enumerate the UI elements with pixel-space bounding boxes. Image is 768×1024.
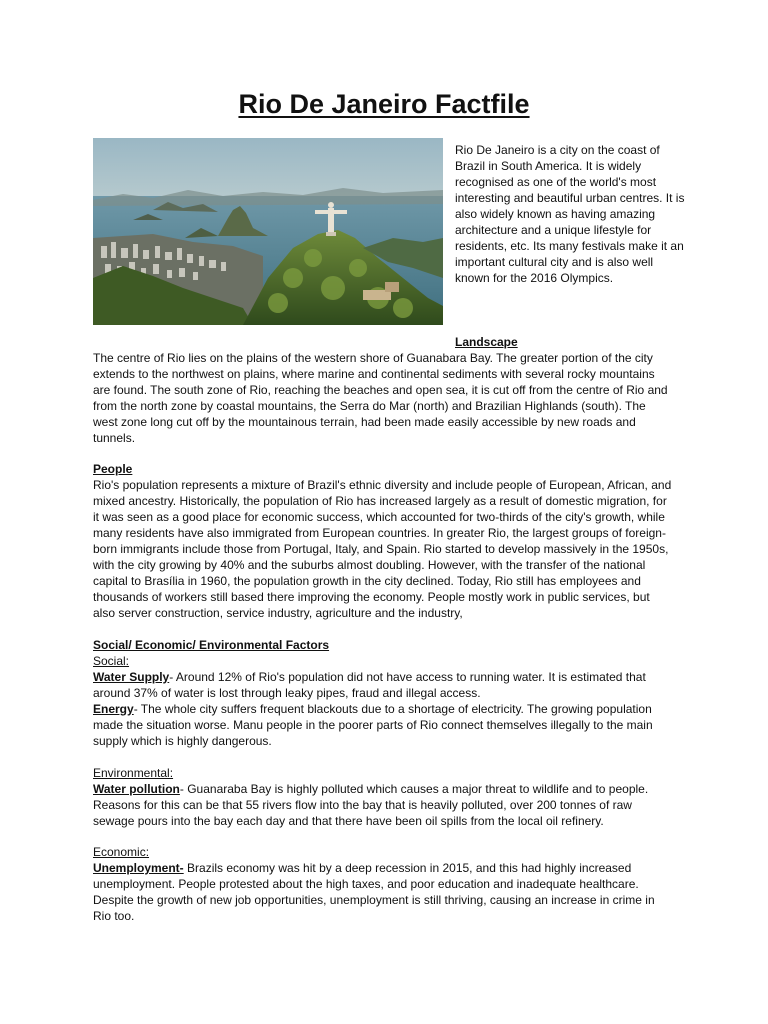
water-pollution-paragraph — [93, 781, 673, 829]
economic-section — [93, 844, 673, 924]
energy-term: Energy — [93, 702, 134, 716]
social-label: Social: — [93, 654, 130, 668]
water-pollution-text: - Guanaraba Bay is highly polluted which causes a major threat to wildlife and to people. Reasons for this can be that 55 rivers flow into the bay that is heavily polluted, over 200 tonnes of raw sewage pours into the bay each day and that there have been oil spills from the local oil refinery. — [93, 782, 649, 828]
factors-heading: Social/ Economic/ Environmental Factors — [93, 638, 330, 652]
people-text: Rio's population represents a mixture of Brazil's ethnic diversity and include people of European, African, and mixed ancestry. Historically, the population of Rio has increased largely as a result of domestic migration, for it was seen as a good place for economic success, which accounted for two-thirds of the city's growth, while many residents have also immigrated from European countries. In greater Rio, the largest groups of foreign-born immigrants include those from Portugal, Italy, and Spain. Rio started to develop massively in the 1950s, with the city growing by 40% and the suburbs almost doubling. However, with the transfer of the national capital to Brasília in 1960, the population growth in the city declined. Today, Rio still has employees and thousands of workers still based there improving the economy. People mostly work in public services, but also server construction, service industry, agriculture and the industry, — [93, 478, 672, 620]
factors-section — [93, 637, 673, 749]
unemployment-text: Brazils economy was hit by a deep recession in 2015, and this had highly increased unemployment. People protested about the high taxes, and poor education and inadequate healthcare. Despite the growth of new job opportunities, unemployment is still thriving, causing an increase in crime in Rio too. — [93, 861, 655, 923]
energy-text: - The whole city suffers frequent blackouts due to a shortage of electricity. The growing population made the situation worse. Manu people in the poorer parts of Rio connect themselves illegally to the main supply which is highly dangerous. — [93, 702, 653, 748]
rio-photo — [93, 138, 443, 325]
landscape-section — [93, 350, 673, 446]
energy-paragraph — [93, 701, 673, 749]
page-title: Rio De Janeiro Factfile — [238, 89, 530, 119]
landscape-text: The centre of Rio lies on the plains of the western shore of Guanabara Bay. The greater portion of the city extends to the northwest on plains, where marine and continental sediments with several rocky mountains are found. The south zone of Rio, reaching the beaches and open sea, it is cut off from the centre of Rio and from the north zone by coastal mountains, the Serra do Mar (north) and Brazilian Highlands (south). The west zone long cut off by the mountainous terrain, had been made easily accessible by new roads and tunnels. — [93, 351, 668, 445]
economic-label: Economic: — [93, 845, 150, 859]
water-supply-term: Water Supply — [93, 670, 170, 684]
people-heading: People — [93, 462, 133, 476]
unemployment-term: Unemployment- — [93, 861, 184, 875]
environmental-section — [93, 765, 673, 829]
environmental-label: Environmental: — [93, 766, 174, 780]
landscape-heading: Landscape — [455, 335, 518, 349]
water-pollution-term: Water pollution — [93, 782, 180, 796]
people-section — [93, 461, 673, 621]
intro-paragraph: Rio De Janeiro is a city on the coast of Brazil in South America. It is widely recognised as one of the world's most interesting and beautiful urban centres. It is also widely known as having amazing architecture and a unique lifestyle for residents, etc. Its many festivals make it an important cultural city and is also well known for the 2016 Olympics. — [455, 143, 685, 285]
water-supply-paragraph — [93, 669, 673, 701]
unemployment-paragraph — [93, 860, 673, 924]
water-supply-text: - Around 12% of Rio's population did not have access to running water. It is estimated that around 37% of water is lost through leaky pipes, fraud and illegal access. — [93, 670, 646, 700]
